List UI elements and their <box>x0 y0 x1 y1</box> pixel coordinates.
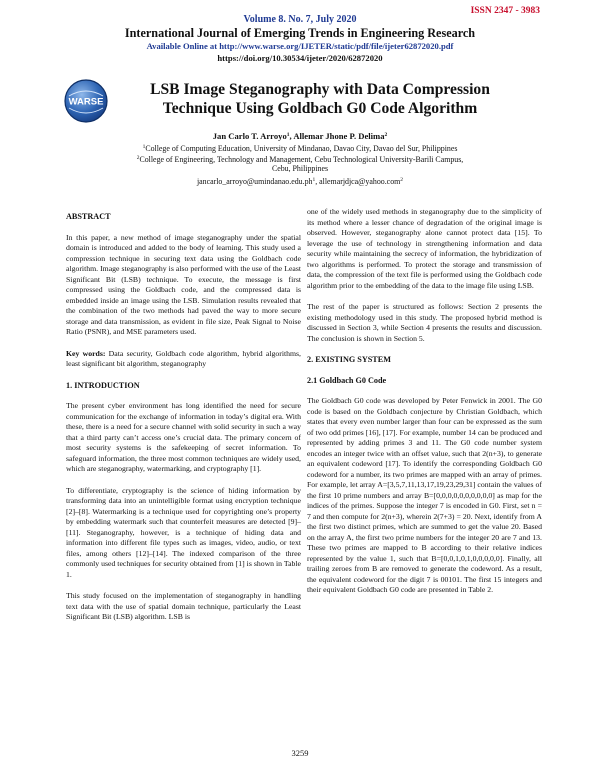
author-emails <box>0 175 600 188</box>
abstract-heading: ABSTRACT <box>66 212 111 221</box>
right-column <box>307 207 542 607</box>
right-paragraph-2: The rest of the paper is structured as follows: Section 2 presents the existing methodology used in this study. The proposed hybrid method is discussed in Section 3, while Section 4 presents the results and discussion. The conclusion is shown in Section 5. <box>307 302 542 343</box>
email-separator: , <box>315 177 320 186</box>
author-line <box>0 131 600 141</box>
abstract-text: In this paper, a new method of image steganography under the spatial domain is introduced and added to the body of learning. This study used a compression technique in securing text data using the Goldbach code algorithm. Image steganography is also performed with the use of the Least Significant Bit (LSB) technique. To execute, the message is first compressed using the Goldbach code, and the compressed data is embedded inside an image using the LSB. Simulation results revealed that the combination of the two methods had paved the way to more secure storage and data transmission, as evident in file size, Peak Signal to Noise Ratio (PSNR), and MSE parameters used. <box>66 232 301 336</box>
aff-2-text: College of Engineering, Technology and Management, Cebu Technological University-Barili Campus, <box>139 155 464 164</box>
intro-paragraph-3: This study focused on the implementation of steganography in handling text data with the use of spatial domain technique, particularly the Least Significant Bit (LSB) algorithm. LSB is <box>66 591 301 621</box>
email-1[interactable]: jancarlo_arroyo@umindanao.edu.ph <box>196 177 313 186</box>
section-2-heading: 2. EXISTING SYSTEM <box>307 355 391 364</box>
keywords-label: Key words: <box>66 348 106 358</box>
warse-logo <box>63 78 109 124</box>
email-2[interactable]: allemarjdjca@yahoo.com <box>319 177 401 186</box>
doi-link[interactable]: https://doi.org/10.30534/ijeter/2020/62872020 <box>217 53 383 63</box>
intro-paragraph-1: The present cyber environment has long identified the need for secure communication for the exchange of information in today’s digital era. With these, there is a need for a secure channel with solid security in such a way that a third party can’t access one’s crucial data. The primary concern of most security systems is the safekeeping of secret information. To safeguard information, the three most common techniques are widely used, which are steganography, watermarking, and cryptography [1]. <box>66 401 301 473</box>
email-1-sup: 1 <box>312 177 316 183</box>
author-1-sup: 1 <box>286 132 290 138</box>
page-number: 3259 <box>291 748 309 758</box>
introduction-heading: 1. INTRODUCTION <box>66 380 140 390</box>
logo-text: WARSE <box>68 96 104 108</box>
author-1: Jan Carlo T. Arroyo <box>212 131 287 141</box>
goldbach-paragraph: The Goldbach G0 code was developed by Peter Fenwick in 2001. The G0 code is based on the Goldbach conjecture by Christian Goldbach, which states that every even number larger than four can be expressed as the sum of two odd primes [16], [17]. For example, number 14 can be produced and represented by adding primes 3 and 11. The G0 code number system encodes an integer twice with an offset value, such that 2(n+3), to generate an equivalent codeword [17]. To identify the corresponding Goldbach G0 codeword for a number, its two primes are mapped with an array of primes. For example, let array A=[3,5,7,11,13,17,19,23,29,31] contain the values of the first 10 prime numbers and array B=[0,0,0,0,0,0,0,0,0,0] as map for the indices of the primes. Suppose the integer 7 is encoded in G0. First, set n = 7 and then compute for 2(n+3), wherein 2(7+3) = 20. Next, identify from A the first two distinct primes, which are summed to get the value 20. Based on the array A, the first two prime numbers for the integer 20 are 7 and 13. These two primes are mapped to B according to their relative indices represented by the value 1, such that B=[0,0,1,0,1,0,0,0,0,0]. Finally, all trailing zeroes from B are removed to generate the codeword. As a result, the equivalent codeword for the digit 7 is 00101. The first 15 integers and their equivalent Goldbach G0 code are presented in Table 2. <box>307 396 542 594</box>
intro-paragraph-2: To differentiate, cryptography is the science of hiding information by transforming data into an unintelligible format using encryption technique [2]–[8]. Watermarking is a technique used for copyrighting one’s property by embedding watermark such that counterfeit measures are detected [9]–[11]. Steganography, however, is a technique of hiding data and information into different file types such as images, video, audio, or text files, among others [12]–[14]. The indexed comparison of the three commonly used techniques for security obtained from [1] is shown in Table 1. <box>66 485 301 579</box>
availability-link[interactable]: Available Online at http://www.warse.org/IJETER/static/pdf/file/ijeter62872020.pdf <box>146 41 454 51</box>
paper-title <box>110 80 530 118</box>
journal-title: International Journal of Emerging Trends in Engineering Research <box>124 26 476 40</box>
aff-2-sup: 2 <box>136 155 140 161</box>
aff-1-sup: 1 <box>142 144 146 150</box>
volume-line: Volume 8. No. 7, July 2020 <box>243 14 357 25</box>
title-line-1: LSB Image Steganography with Data Compression <box>150 81 490 98</box>
section-2-1-heading: 2.1 Goldbach G0 Code <box>307 375 387 385</box>
left-column <box>66 212 301 634</box>
author-separator: , <box>289 131 294 141</box>
email-2-sup: 2 <box>400 177 404 183</box>
right-paragraph-1: one of the widely used methods in steganography due to the simplicity of its method where a lesser chance of degradation of the original image is observed. However, steganography alone cannot protect data [15]. To leverage the use of technology in strengthening information and data security while maintaining the secrecy of information, the hybridization of two algorithms is performed. To protect the storage and transmission of data, the compression of the text file is performed using the Goldbach code algorithm prior to the embedding of the data to the image file using LSB. <box>307 207 542 290</box>
affiliation-2-location: Cebu, Philippines <box>271 164 329 173</box>
title-line-2: Technique Using Goldbach G0 Code Algorithm <box>162 100 478 117</box>
keywords-text: Data security, Goldbach code algorithm, hybrid algorithms, least significant bit algorithm, steganography <box>66 348 301 368</box>
keywords-paragraph <box>66 349 301 370</box>
author-2-sup: 2 <box>384 132 388 138</box>
issn-label: ISSN 2347 - 3983 <box>470 6 540 16</box>
author-2: Allemar Jhone P. Delima <box>293 131 385 141</box>
aff-1-text: College of Computing Education, University of Mindanao, Davao City, Davao del Sur, Philippines <box>145 144 458 153</box>
